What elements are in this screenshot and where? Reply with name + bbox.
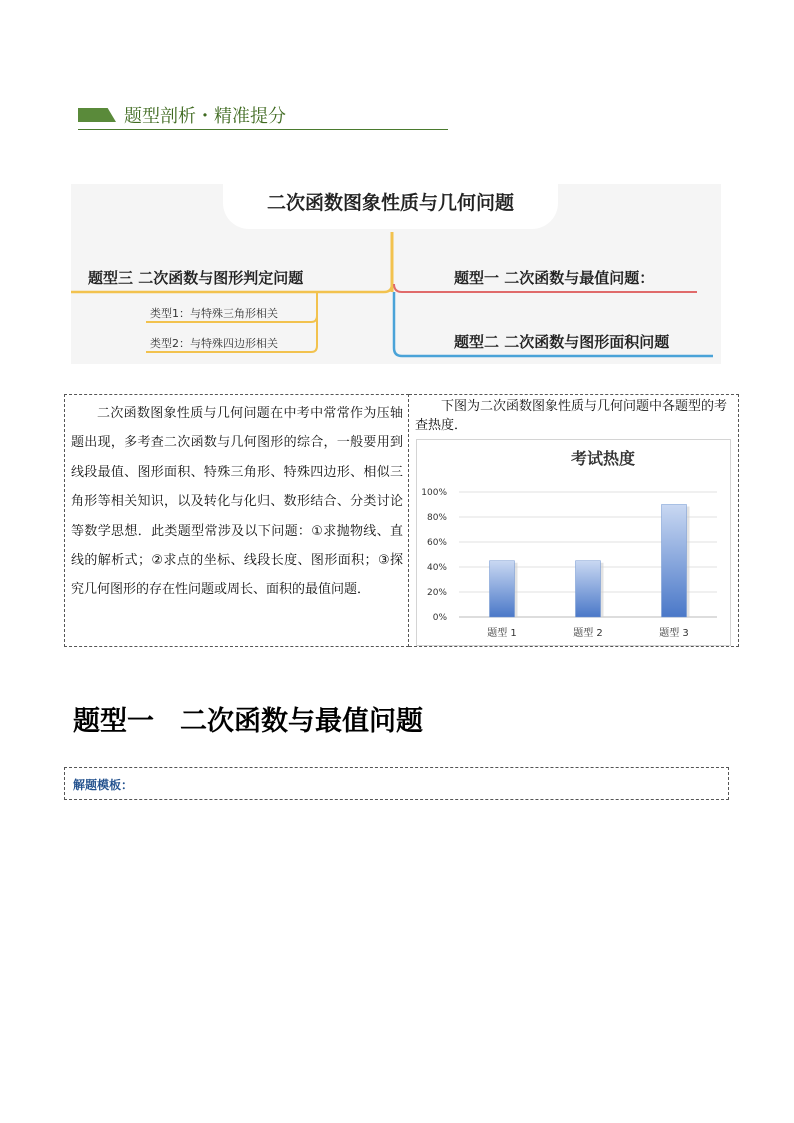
- intro-right-text: 下图为二次函数图象性质与几何问题中各题型的考查热度．: [415, 399, 728, 433]
- mindmap-title-box: [223, 182, 558, 229]
- chart-ytick-label: 40%: [426, 563, 447, 573]
- mindmap-type2: 题型二 二次函数与图形面积问题: [454, 333, 670, 351]
- chart-title: 考试热度: [570, 449, 636, 468]
- heat-chart-svg: [417, 440, 730, 645]
- chart-bar: [576, 561, 601, 617]
- chart-xtick-label: 题型 1: [487, 628, 517, 639]
- section-header-bar-icon: [78, 108, 116, 122]
- mindmap-center-title: 二次函数图象性质与几何问题: [266, 192, 514, 214]
- mindmap-sub1: 类型1：与特殊三角形相关: [150, 307, 278, 320]
- section-header: [78, 101, 448, 130]
- mindmap-sub2: 类型2：与特殊四边形相关: [150, 337, 278, 350]
- heading-part2: 二次函数与最值问题: [180, 706, 423, 737]
- chart-ytick-label: 20%: [426, 588, 447, 598]
- heading-part1: 题型一: [73, 706, 154, 737]
- chart-ytick-label: 60%: [426, 538, 447, 548]
- chart-xtick-label: 题型 3: [659, 628, 689, 639]
- chart-ytick-label: 100%: [421, 488, 447, 498]
- template-box: [64, 767, 729, 800]
- chart-ytick-label: 80%: [426, 513, 447, 523]
- chart-bar: [662, 505, 687, 618]
- chart-ytick-label: 0%: [432, 613, 447, 623]
- intro-left-text: 二次函数图象性质与几何问题在中考中常常作为压轴题出现，多考查二次函数与几何图形的综合，一般要用到线段最值、图形面积、特殊三角形、特殊四边形、相似三角形等相关知识，以及转化与化归、数形结合、分类讨论等数学思想．此类题型常涉及以下问题：①求抛物线、直线的解析式；②求点的坐标、线段长度、图形面积；③探究几何图形的存在性问题或周长、面积的最值问题．: [71, 406, 403, 598]
- intro-right-box: [409, 394, 739, 647]
- mindmap-type3: 题型三 二次函数与图形判定问题: [88, 269, 304, 287]
- template-label: 解题模板：: [73, 778, 134, 792]
- chart-xtick-label: 题型 2: [573, 628, 603, 639]
- mindmap-type1: 题型一 二次函数与最值问题：: [454, 269, 655, 287]
- chart-bar: [490, 561, 515, 617]
- intro-left-box: [64, 394, 409, 647]
- mindmap: [71, 184, 721, 364]
- section-header-title: 题型剖析・精准提分: [124, 106, 286, 127]
- heading-type1: [73, 699, 423, 738]
- heat-chart: [416, 439, 731, 646]
